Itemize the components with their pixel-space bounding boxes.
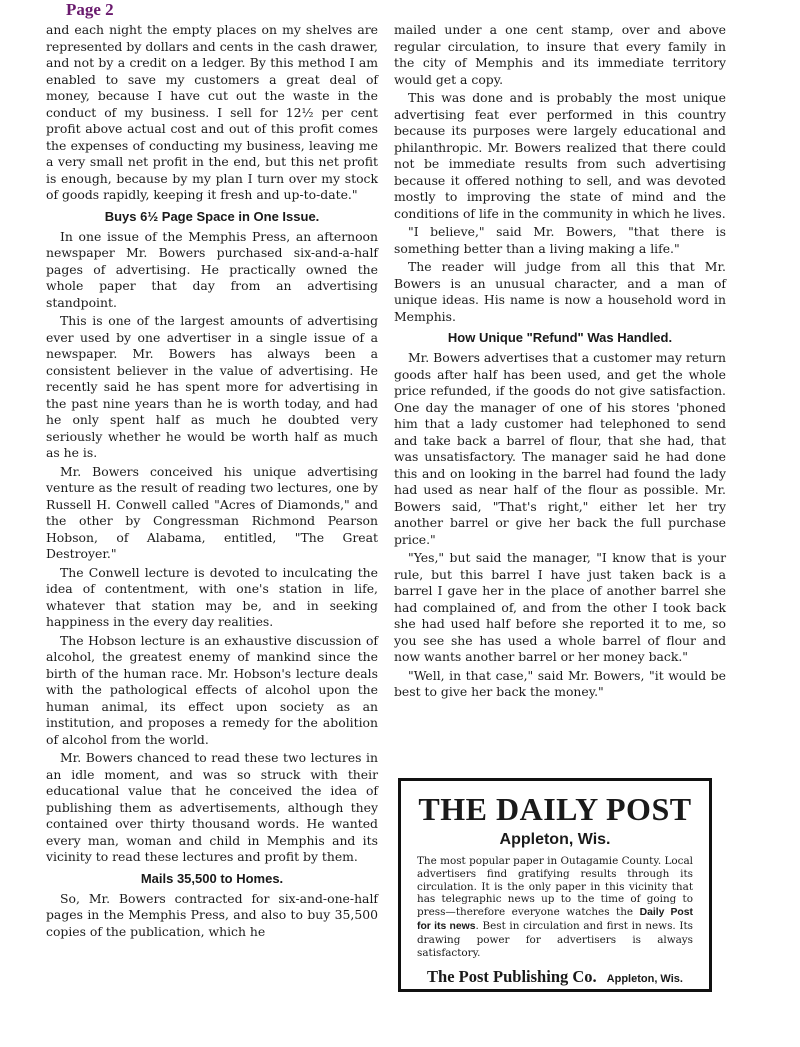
ad-body <box>417 855 693 959</box>
ad-body-text-end: . Best in circulation and first in news. Its drawing power for advertisers is always satisfactory. <box>417 919 693 959</box>
article-paragraph: In one issue of the Memphis Press, an afternoon newspaper Mr. Bowers purchased six-and-a-half pages of advertising. He practically owned the whole paper that day from an advertising standpoint. <box>46 228 378 310</box>
article-paragraph: mailed under a one cent stamp, over and above regular circulation, to insure that every family in the city of Memphis and its immediate territory would get a copy. <box>394 22 726 87</box>
page-label: Page 2 <box>66 0 114 19</box>
ad-publisher: The Post Publishing Co. <box>427 967 597 987</box>
article-paragraph: This was done and is probably the most unique advertising feat ever performed in this country because its purposes were largely educational and philanthropic. Mr. Bowers realized that there could not be immediate results from such advertising because it offered nothing to sell, and was devoted mostly to improving the state of mind and the conditions of life in the community in which he lives. <box>394 90 726 221</box>
daily-post-advertisement <box>398 778 712 992</box>
article-paragraph: Mr. Bowers advertises that a customer may return goods after half has been used, and get the whole price refunded, if the goods do not give satisfaction. One day the manager of one of his stores 'phoned him that a lady customer had telephoned to send and take back a barrel of flour, that she had, that was unsatisfactory. The manager said he had done this and on looking in the barrel had found the lady had used as near half of the flour as possible. Mr. Bowers said, "That's right," either let her try another barrel or give her back the full purchase price." <box>394 350 726 547</box>
article-paragraph: The Conwell lecture is devoted to inculcating the idea of contentment, with one's station in life, whatever that station may be, and in seeking happiness in the every day realities. <box>46 564 378 629</box>
article-paragraph: This is one of the largest amounts of advertising ever used by one advertiser in a single issue of a newspaper. Mr. Bowers has always been a consistent believer in the value of advertising. He recently said he has spent more for advertising in the past nine years than he is worth today, and had he only spent half as much he doubted very seriously whether he would be worth half as much as he is. <box>46 313 378 460</box>
article-paragraph: Mr. Bowers chanced to read these two lectures in an idle moment, and was so struck with their educational value that he conceived the idea of publishing them as advertisements, although they contained over thirty thousand words. He wanted every man, woman and child in Memphis and its vicinity to read these lectures and profit by them. <box>46 750 378 864</box>
ad-publisher-location: Appleton, Wis. <box>606 973 683 986</box>
left-column <box>46 22 378 942</box>
article-paragraph: The reader will judge from all this that Mr. Bowers is an unusual character, and a man of unique ideas. His name is now a household word in Memphis. <box>394 259 726 324</box>
article-paragraph: "Yes," but said the manager, "I know that is your rule, but this barrel I have just taken back is a barrel I gave her in the place of another barrel she had complained of, and from the other I took back she had used half before she reported it to me, so you see she has used a whole barrel of flour and now wants another barrel or her money back." <box>394 550 726 664</box>
ad-subtitle: Appleton, Wis. <box>499 831 611 848</box>
ad-title: THE DAILY POST <box>418 791 692 827</box>
ad-body-text: The most popular paper in Outagamie County. Local advertisers find gratifying results through its circulation. It is the only paper in this vicinity that has telegraphic news up to the time of going to press—therefore everyone watches the <box>417 855 693 919</box>
right-column <box>394 22 726 703</box>
section-heading: Mails 35,500 to Homes. <box>140 870 284 886</box>
section-heading: Buys 6½ Page Space in One Issue. <box>104 208 320 224</box>
ad-body-bold: Daily Post for its news <box>417 907 693 932</box>
article-paragraph: "I believe," said Mr. Bowers, "that there is something better than a living making a life." <box>394 224 726 256</box>
ad-footer <box>417 967 693 987</box>
article-paragraph: So, Mr. Bowers contracted for six-and-one-half pages in the Memphis Press, and also to buy 35,500 copies of the publication, which he <box>46 890 378 939</box>
article-paragraph: The Hobson lecture is an exhaustive discussion of alcohol, the greatest enemy of mankind since the birth of the human race. Mr. Hobson's lecture deals with the pathological effects of alcohol upon the human animal, its effect upon society as an institution, and proposes a remedy for the abolition of alcohol from the world. <box>46 632 378 747</box>
article-paragraph: Mr. Bowers conceived his unique advertising venture as the result of reading two lectures, one by Russell H. Conwell called "Acres of Diamonds," and the other by Congressman Richmond Pearson Hobson, of Alabama, entitled, "The Great Destroyer." <box>46 463 378 561</box>
article-paragraph: and each night the empty places on my shelves are represented by dollars and cents in the cash drawer, and not by a credit on a ledger. By this method I am enabled to save my customers a great deal of money, because I have cut out the waste in the conduct of my business. I sell for 12½ per cent profit above actual cost and out of this profit comes the expenses of conducting my business, leaving me a very small net profit in the end, but this net profit is enough, because by my plan I turn over my stock of goods rapidly, keeping it fresh and up-to-date." <box>46 22 378 202</box>
section-heading: How Unique "Refund" Was Handled. <box>447 330 673 345</box>
article-paragraph: "Well, in that case," said Mr. Bowers, "it would be best to give her back the money." <box>394 667 726 699</box>
